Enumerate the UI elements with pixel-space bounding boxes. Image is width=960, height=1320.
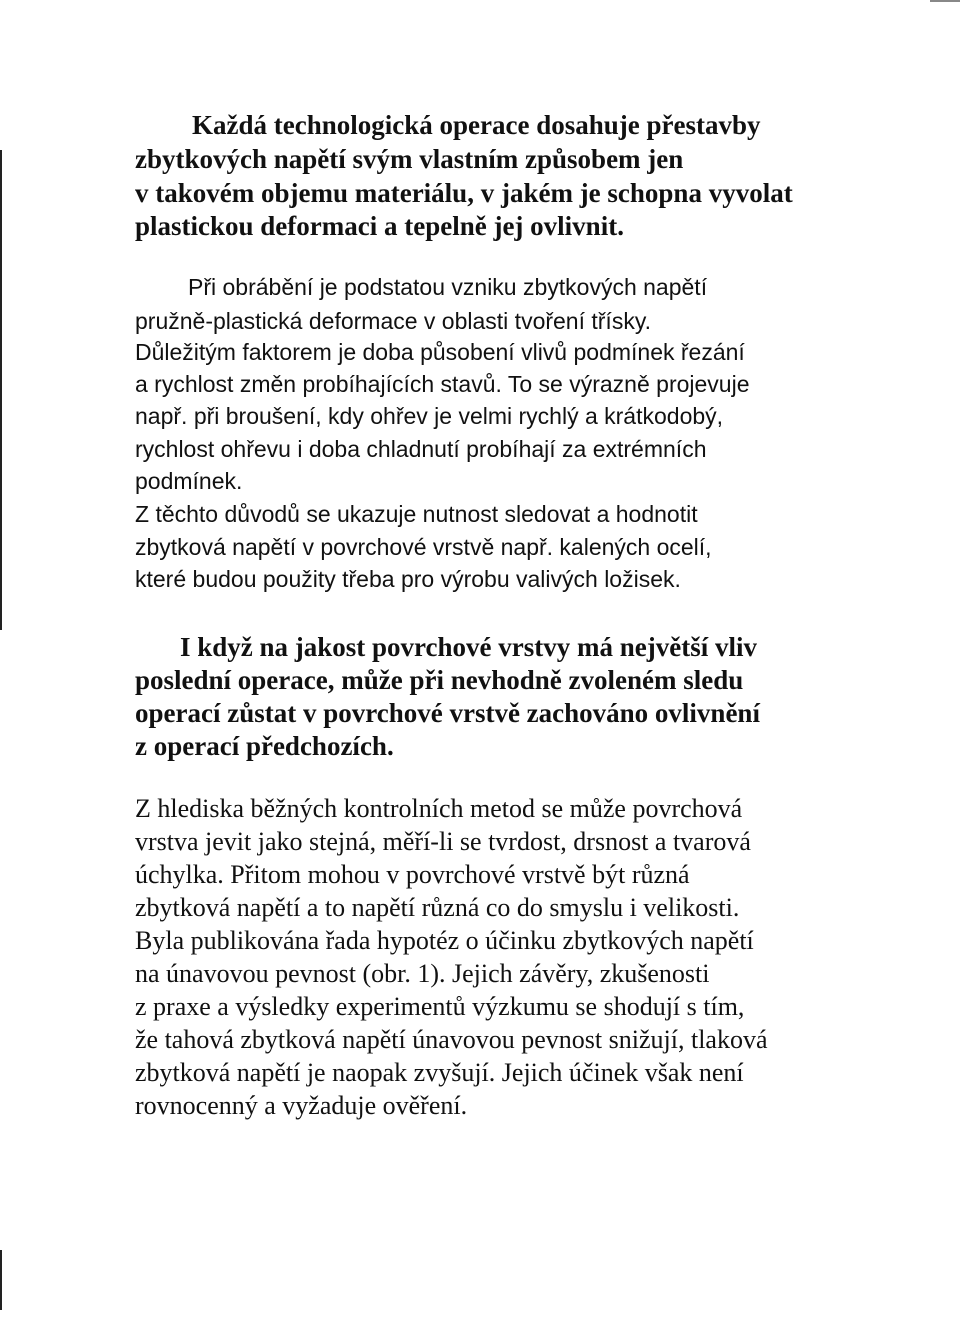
paragraph-2-line-6: rychlost ohřevu i doba chladnutí probíhají za extrémních bbox=[135, 436, 707, 462]
paragraph-2-line-2: pružně-plastická deformace v oblasti tvoření třísky. bbox=[135, 308, 652, 334]
paragraph-3-line-2: poslední operace, může při nevhodně zvoleném sledu bbox=[135, 665, 744, 695]
paragraph-4-line-8: že tahová zbytková napětí únavovou pevnost snižují, tlaková bbox=[135, 1025, 768, 1054]
paragraph-4-line-3: úchylka. Přitom mohou v povrchové vrstvě být různá bbox=[135, 860, 690, 889]
paragraph-2-line-1: Při obrábění je podstatou vzniku zbytkových napětí bbox=[188, 274, 708, 300]
paragraph-4-line-10: rovnocenný a vyžaduje ověření. bbox=[135, 1091, 468, 1120]
paragraph-2-line-7: podmínek. bbox=[135, 468, 243, 494]
paragraph-2-line-9: zbytková napětí v povrchové vrstvě např. kalených ocelí, bbox=[135, 534, 712, 560]
paragraph-2-line-10: které budou použity třeba pro výrobu valivých ložisek. bbox=[135, 566, 681, 592]
paragraph-3-line-1: I když na jakost povrchové vrstvy má největší vliv bbox=[180, 632, 757, 662]
paragraph-4-line-9: zbytková napětí je naopak zvyšují. Jejich účinek však není bbox=[135, 1058, 744, 1087]
paragraph-4-line-2: vrstva jevit jako stejná, měří-li se tvrdost, drsnost a tvarová bbox=[135, 827, 751, 856]
paragraph-2-line-3: Důležitým faktorem je doba působení vlivů podmínek řezání bbox=[135, 339, 745, 365]
paragraph-2-line-8: Z těchto důvodů se ukazuje nutnost sledovat a hodnotit bbox=[135, 501, 698, 527]
scan-edge-mark bbox=[930, 0, 960, 2]
paragraph-3-line-3: operací zůstat v povrchové vrstvě zachováno ovlivnění bbox=[135, 698, 760, 728]
paragraph-1-line-1: Každá technologická operace dosahuje přestavby bbox=[192, 110, 761, 140]
paragraph-2-line-5: např. při broušení, kdy ohřev je velmi rychlý a krátkodobý, bbox=[135, 403, 724, 429]
paragraph-4-line-7: z praxe a výsledky experimentů výzkumu se shodují s tím, bbox=[135, 992, 745, 1021]
paragraph-1-line-3: v takovém objemu materiálu, v jakém je schopna vyvolat bbox=[135, 178, 793, 208]
paragraph-4-line-1: Z hlediska běžných kontrolních metod se může povrchová bbox=[135, 794, 743, 823]
paragraph-1-line-2: zbytkových napětí svým vlastním způsobem jen bbox=[135, 144, 684, 174]
paragraph-3-line-4: z operací předchozích. bbox=[135, 731, 394, 761]
paragraph-4-line-4: zbytková napětí a to napětí různá co do smyslu i velikosti. bbox=[135, 893, 740, 922]
scan-edge-mark bbox=[0, 150, 2, 630]
paragraph-4-line-6: na únavovou pevnost (obr. 1). Jejich závěry, zkušenosti bbox=[135, 959, 710, 988]
paragraph-4-line-5: Byla publikována řada hypotéz o účinku zbytkových napětí bbox=[135, 926, 754, 955]
paragraph-2-line-4: a rychlost změn probíhajících stavů. To se výrazně projevuje bbox=[135, 371, 750, 397]
scan-edge-mark bbox=[0, 1250, 2, 1310]
paragraph-1-line-4: plastickou deformaci a tepelně jej ovlivnit. bbox=[135, 211, 624, 241]
